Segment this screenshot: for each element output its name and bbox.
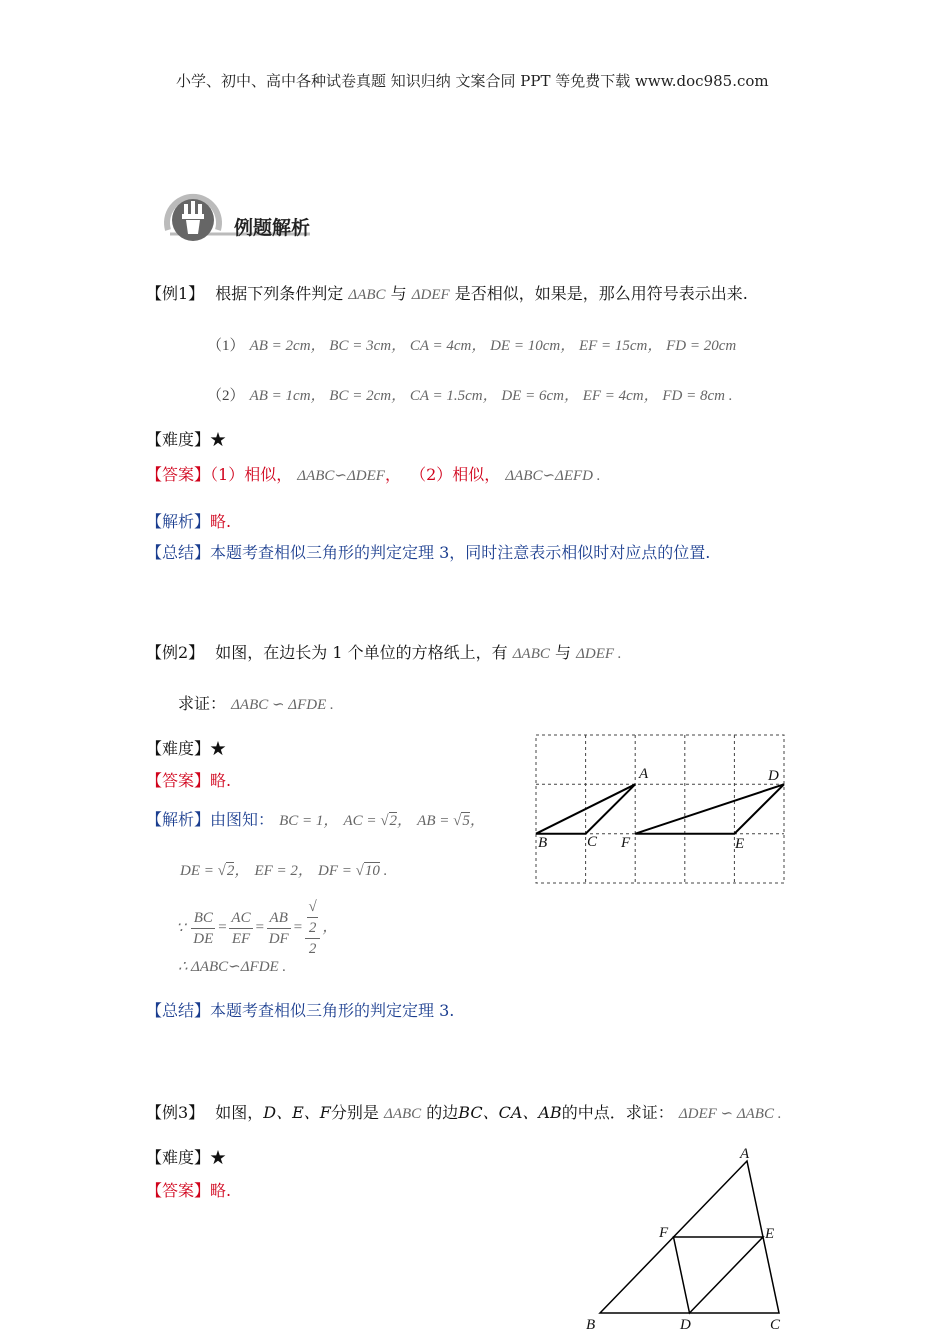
label-C: C [587,834,598,850]
ex2-analysis-line1: 【解析】由图知： BC = 1， AC = √2， AB = √5， [146,810,485,829]
star-icon: ★ [210,1148,227,1167]
ex2-difficulty: 【难度】★ [146,739,227,758]
label-D: D [768,768,779,784]
ex1-answer: 【答案】（1）相似， ΔABC∽ΔDEF， （2）相似， ΔABC∽ΔEFD . [146,465,601,484]
ex2-answer: 【答案】略. [146,771,232,790]
ex1-summary: 【总结】本题考查相似三角形的判定定理 3，同时注意表示相似时对应点的位置. [146,543,711,562]
ex3-question: 【例3】 如图，D、E、F分别是 ΔABC 的边BC、CA、AB的中点．求证： ΔDEF ∽ ΔABC . [146,1103,782,1122]
label-E: E [735,836,745,852]
ex1-difficulty: 【难度】★ [146,430,227,449]
ex1-condition-1: （1） AB = 2cm， BC = 3cm， CA = 4cm， DE = 10cm， EF = 15cm， FD = 20cm [207,338,737,354]
label-B: B [538,835,548,851]
label-E: E [765,1226,775,1242]
label-D: D [680,1317,691,1333]
star-icon: ★ [210,739,227,758]
triangle-def [635,784,784,833]
ex1-analysis: 【解析】略. [146,512,232,531]
ex3-triangle-figure [580,1140,790,1344]
section-title: 例题解析 [234,217,311,239]
label-F: F [621,835,631,851]
grid-lines [536,735,784,883]
triangle-def-inner [674,1237,764,1313]
ex2-ratio-line: ∵ $\frac{BC}{DE}$ = $\frac{AC}{EF}$ = $\frac{AB}{DF}$ = √ 2 2 ， [176,899,338,957]
ex2-question: 【例2】 如图，在边长为 1 个单位的方格纸上，有 ΔABC 与 ΔDEF . [146,643,622,662]
star-icon: ★ [210,430,227,449]
label-F: F [659,1225,669,1241]
label-C: C [770,1317,781,1333]
label-A: A [740,1146,750,1162]
ex1-condition-2: （2） AB = 1cm， BC = 2cm， CA = 1.5cm， DE = 6cm， EF = 4cm， FD = 8cm . [207,388,733,404]
ex1-tag: 【例1】 [146,284,205,303]
ex3-answer: 【答案】略. [146,1181,232,1200]
ex2-prove: 求证： ΔABC ∽ ΔFDE . [178,694,334,713]
page-header: 小学、初中、高中各种试卷真题 知识归纳 文案合同 PPT 等免费下载 www.doc985.com [176,72,769,90]
ex2-tag: 【例2】 [146,643,205,662]
ex3-difficulty: 【难度】★ [146,1148,227,1167]
ex2-grid-figure [536,735,786,887]
label-B: B [586,1317,596,1333]
ex2-conclusion: ∴ ΔABC∽ΔFDE . [178,959,287,975]
label-A: A [639,766,649,782]
ex2-summary: 【总结】本题考查相似三角形的判定定理 3. [146,1001,455,1020]
ex1-question: 【例1】 根据下列条件判定 ΔABC 与 ΔDEF 是否相似，如果是，那么用符号表示出来. [146,284,748,303]
ex2-analysis-line2: DE = √2， EF = 2， DF = √10 . [180,863,388,879]
ex3-tag: 【例3】 [146,1103,205,1122]
